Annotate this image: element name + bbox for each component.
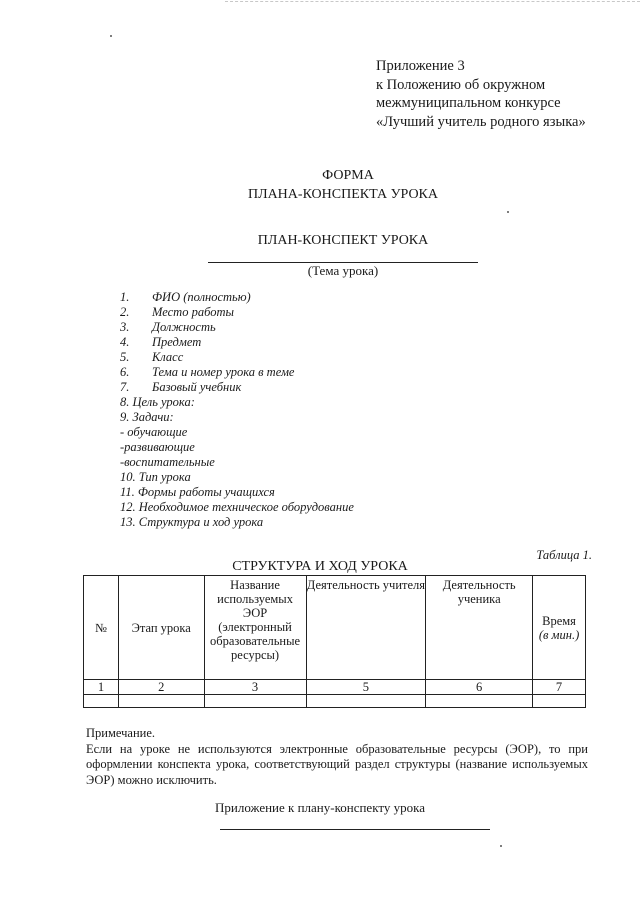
list-item: -развивающие (120, 440, 195, 454)
table-cell (533, 695, 586, 708)
plan-title: ПЛАН-КОНСПЕКТ УРОКА (257, 233, 429, 248)
list-item: 12. Необходимое техническое оборудование (120, 500, 354, 514)
list-item: -воспитательные (120, 455, 215, 469)
col-header-stage: Этап урока (118, 576, 204, 680)
list-item: 9. Задачи: (120, 410, 174, 424)
appendix-line: к Положению об окружном (376, 76, 546, 93)
note-text: Если на уроке не используются электронные образовательные ресурсы (ЭОР), то при оформлении конспекта урока, соответствующий раздел структуры (название используемых ЭОР) можно исключить. (86, 741, 588, 787)
time-unit: (в мин.) (538, 627, 580, 642)
appendix-line: Приложение 3 (376, 58, 465, 74)
list-item: - обучающие (120, 425, 188, 439)
column-number-cell: 5 (306, 680, 426, 695)
appendix-line: межмуниципальном конкурсе (376, 95, 561, 111)
column-number-cell: 2 (118, 680, 204, 695)
table-cell (306, 695, 426, 708)
table-title: СТРУКТУРА И ХОД УРОКА (232, 559, 408, 574)
table-cell (84, 695, 119, 708)
table-row (84, 695, 586, 708)
form-subtitle: ПЛАНА-КОНСПЕКТА УРОКА (247, 187, 439, 202)
col-header-time (533, 576, 586, 680)
form-title: ФОРМА (322, 168, 374, 183)
table-row (84, 680, 586, 695)
appendix-header (376, 57, 586, 131)
attachment-title: Приложение к плану-конспекту урока (215, 800, 425, 815)
scan-edge-line (225, 1, 640, 2)
col-header-student: Деятельность ученика (426, 576, 533, 680)
table-cell (204, 695, 306, 708)
table-cell (118, 695, 204, 708)
appendix-line: «Лучший учитель родного языка» (376, 113, 586, 130)
note-title: Примечание. (86, 726, 156, 740)
lesson-structure-table (83, 575, 586, 708)
table-header-row (84, 576, 586, 680)
table-cell (426, 695, 533, 708)
list-item: 13. Структура и ход урока (120, 515, 264, 529)
scan-speck (500, 845, 502, 847)
scan-speck (110, 35, 112, 37)
column-number-cell: 6 (426, 680, 533, 695)
column-number-cell: 3 (204, 680, 306, 695)
column-number-cell: 7 (533, 680, 586, 695)
list-item: 1. ФИО (полностью) (120, 290, 251, 304)
table-caption: Таблица 1. (536, 548, 592, 562)
list-item: 7. Базовый учебник (120, 380, 242, 394)
list-item: 3. Должность (120, 320, 216, 334)
list-item: 11. Формы работы учащихся (120, 485, 275, 499)
plan-items-list (120, 290, 354, 530)
scan-speck (507, 211, 509, 213)
list-item: 4. Предмет (120, 335, 202, 349)
col-header-number: № (84, 576, 119, 680)
list-item: 6. Тема и номер урока в теме (120, 365, 295, 379)
list-item: 2. Место работы (120, 305, 234, 319)
note-block (86, 726, 588, 788)
col-header-eor: Название используемых ЭОР (электронный образовательные ресурсы) (204, 576, 306, 680)
time-label: Время (542, 613, 576, 628)
attachment-underline (220, 829, 490, 830)
list-item: 10. Тип урока (120, 470, 191, 484)
topic-caption: (Тема урока) (307, 263, 379, 278)
list-item: 5. Класс (120, 350, 184, 364)
column-number-cell: 1 (84, 680, 119, 695)
col-header-teacher: Деятельность учителя (306, 576, 426, 680)
list-item: 8. Цель урока: (120, 395, 195, 409)
